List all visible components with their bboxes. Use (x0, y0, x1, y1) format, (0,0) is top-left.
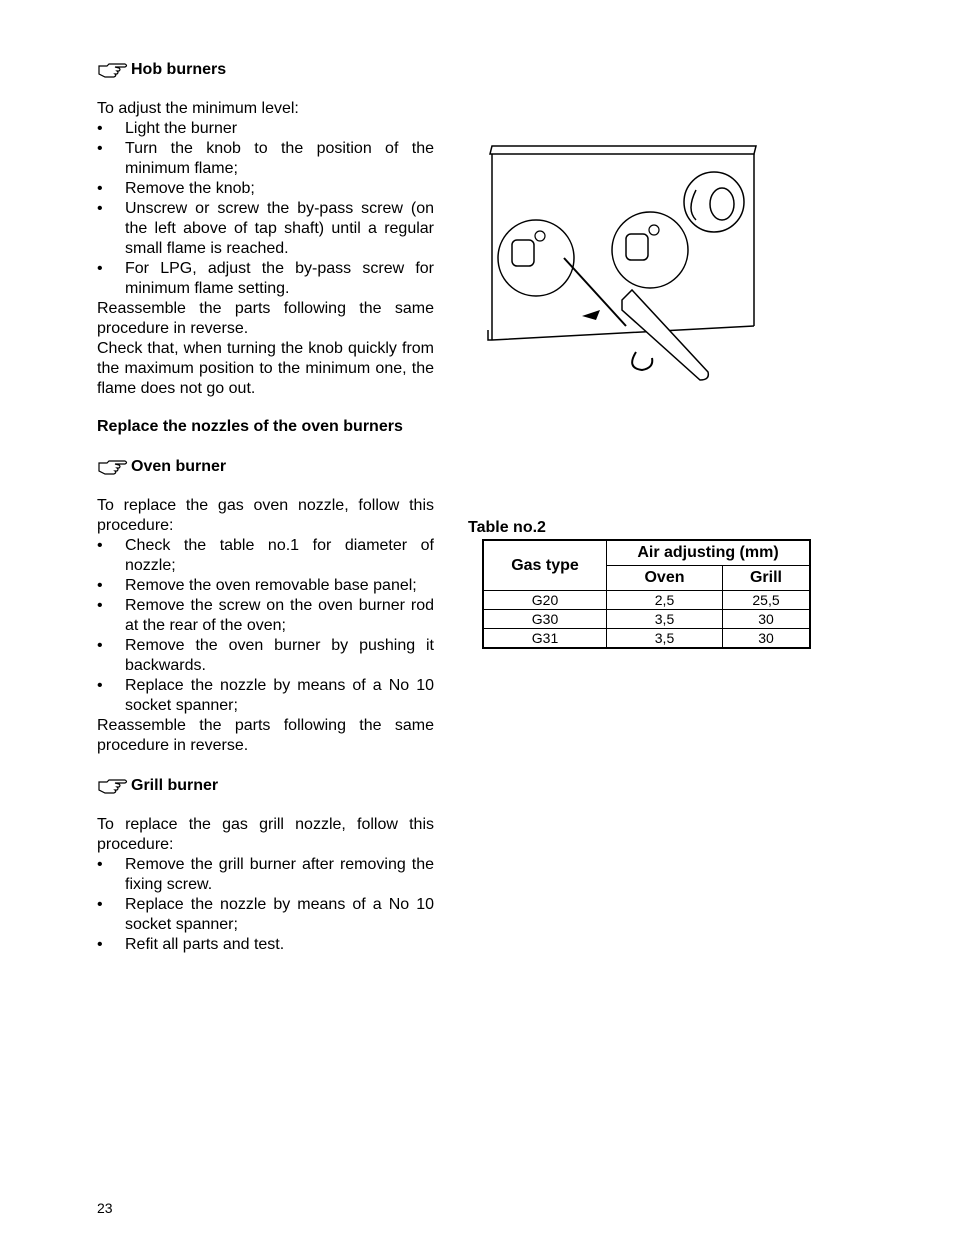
list-item: • Refit all parts and test. (97, 935, 434, 955)
table-row (483, 591, 810, 610)
list-item: • Remove the knob; (97, 179, 434, 199)
pointing-hand-icon (97, 60, 129, 80)
section-title: Grill burner (131, 777, 219, 794)
list-item: • Remove the screw on the oven burner rod at the rear of the oven; (97, 596, 434, 636)
hob-intro: To adjust the minimum level: (97, 100, 299, 117)
table-cell: 3,5 (607, 629, 723, 649)
pointing-hand-icon (97, 457, 129, 477)
table-cell: G30 (483, 610, 607, 629)
table-cell: 2,5 (607, 591, 723, 610)
list-item: • Light the burner (97, 119, 434, 139)
oven-burner-heading (97, 457, 434, 477)
column-header: Air adjusting (mm) (607, 540, 811, 566)
list-item: • Remove the oven burner by pushing it backwards. (97, 636, 434, 676)
list-item: • Replace the nozzle by means of a No 10 socket spanner; (97, 676, 434, 716)
list-item: • Check the table no.1 for diameter of nozzle; (97, 536, 434, 576)
grill-intro: To replace the gas grill nozzle, follow this procedure: (97, 816, 434, 853)
bypass-screw-adjustment-illustration (486, 140, 776, 390)
table-cell: 3,5 (607, 610, 723, 629)
table-cell: G20 (483, 591, 607, 610)
list-item: • Replace the nozzle by means of a No 10 socket spanner; (97, 895, 434, 935)
air-adjusting-table (482, 539, 811, 649)
table-cell: G31 (483, 629, 607, 649)
nozzles-title: Replace the nozzles of the oven burners (97, 418, 403, 435)
oven-intro: To replace the gas oven nozzle, follow this procedure: (97, 497, 434, 534)
list-item: • Unscrew or screw the by-pass screw (on the left above of tap shaft) until a regular small flame is reached. (97, 199, 434, 259)
table-row (483, 610, 810, 629)
oven-steps-list (97, 536, 434, 716)
hob-burners-heading (97, 60, 434, 80)
column-header: Oven (607, 566, 723, 591)
oven-reassemble: Reassemble the parts following the same procedure in reverse. (97, 717, 434, 754)
hob-check: Check that, when turning the knob quickly from the maximum position to the minimum one, the flame does not go out. (97, 340, 434, 397)
instructions-column (97, 60, 434, 955)
table-cell: 30 (723, 610, 811, 629)
table-row (483, 629, 810, 649)
list-item: • Turn the knob to the position of the minimum flame; (97, 139, 434, 179)
section-title: Hob burners (131, 61, 227, 78)
table-cell: 30 (723, 629, 811, 649)
table-caption: Table no.2 (468, 519, 546, 536)
grill-steps-list (97, 855, 434, 955)
section-title: Oven burner (131, 458, 227, 475)
list-item: • Remove the oven removable base panel; (97, 576, 434, 596)
list-item: • Remove the grill burner after removing the fixing screw. (97, 855, 434, 895)
page-number: 23 (97, 1200, 113, 1216)
hob-steps-list (97, 119, 434, 299)
table-cell: 25,5 (723, 591, 811, 610)
grill-burner-heading (97, 776, 434, 796)
list-item: • For LPG, adjust the by-pass screw for minimum flame setting. (97, 259, 434, 299)
pointing-hand-icon (97, 776, 129, 796)
column-header: Grill (723, 566, 811, 591)
column-header: Gas type (483, 540, 607, 591)
hob-reassemble: Reassemble the parts following the same procedure in reverse. (97, 300, 434, 337)
